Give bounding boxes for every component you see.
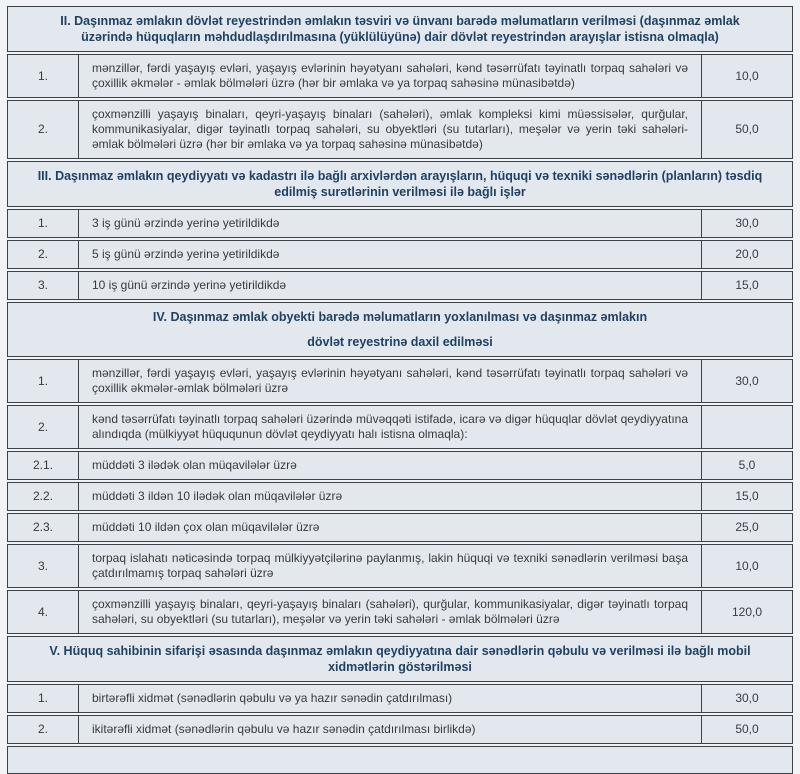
service-description-cell	[79, 591, 701, 633]
fee-value: 120,0	[731, 604, 763, 619]
table-row	[7, 405, 793, 449]
table-row	[7, 513, 793, 542]
service-description-cell	[79, 101, 701, 158]
row-number-cell	[8, 272, 79, 299]
section-title	[36, 643, 764, 675]
fee-value-cell	[701, 55, 792, 97]
fee-value-cell	[701, 360, 792, 402]
row-number: 2.3.	[32, 520, 53, 534]
service-description: 5 iş günü ərzində yerinə yetirildikdə	[92, 247, 280, 261]
service-description-cell	[79, 406, 701, 448]
service-description-cell	[79, 716, 701, 743]
table-row	[7, 451, 793, 480]
service-description: birtərəfli xidmət (sənədlərin qəbulu və ya hazır sənədin çatdırılması)	[92, 691, 453, 705]
row-number-cell	[8, 483, 79, 510]
row-number: 2.	[37, 122, 48, 136]
fee-value-cell	[701, 716, 792, 743]
fee-value-cell	[701, 685, 792, 712]
fee-value: 30,0	[735, 691, 759, 705]
table-row	[7, 684, 793, 713]
row-number-cell	[8, 452, 79, 479]
fee-value: 50,0	[735, 722, 759, 736]
row-number: 4.	[37, 604, 48, 619]
service-description-cell	[79, 210, 701, 237]
row-number-cell	[8, 545, 79, 587]
row-number: 2.	[37, 419, 48, 434]
fee-value-cell	[701, 591, 792, 633]
fee-value: 15,0	[735, 278, 759, 292]
row-number-cell	[8, 241, 79, 268]
section-header-row	[7, 6, 793, 52]
service-description: 10 iş günü ərzində yerinə yetirildikdə	[92, 278, 287, 292]
row-number: 2.	[37, 247, 48, 261]
service-description: müddəti 3 ildən 10 ilədək olan müqavilələr üzrə	[92, 489, 343, 503]
table-row	[7, 54, 793, 98]
section-title-text: III. Daşınmaz əmlakın qeydiyyatı və kadastrı ilə bağlı arxivlərdən arayışların, hüquqi və texniki sənədlərin (planların) təsdiq edilmiş surətlərinin verilməsi ilə bağlı işlər	[37, 169, 763, 199]
service-description: 3 iş günü ərzində yerinə yetirildikdə	[92, 216, 280, 230]
row-number-cell	[8, 406, 79, 448]
service-description: kənd təsərrüfatı təyinatlı torpaq sahələri üzərində müvəqqəti istifadə, icarə və digər hüquqlar dövlət qeydiyyatına alındıqda (mülkiyyət hüququnun dövlət qeydiyyatı halı istisna olmaqla):	[92, 412, 688, 441]
section-title	[36, 13, 764, 45]
row-number-cell	[8, 591, 79, 633]
service-description-cell	[79, 272, 701, 299]
row-number: 1.	[37, 373, 48, 388]
table-row	[7, 544, 793, 588]
service-description-cell	[79, 55, 701, 97]
table-row	[7, 209, 793, 238]
section-header-row	[7, 161, 793, 207]
row-number: 2.1.	[32, 458, 53, 472]
service-description: ikitərəfli xidmət (sənədlərin qəbulu və hazır sənədin çatdırılması birlikdə)	[92, 722, 476, 736]
fee-value-cell	[701, 210, 792, 237]
fee-value-cell	[701, 272, 792, 299]
fee-value-cell	[701, 545, 792, 587]
fee-value: 15,0	[735, 489, 759, 503]
section-header-row	[7, 302, 793, 357]
fee-value-cell	[701, 241, 792, 268]
service-description-cell	[79, 483, 701, 510]
row-number: 2.2.	[32, 489, 53, 503]
row-number: 1.	[37, 691, 48, 705]
section-title-text: II. Daşınmaz əmlakın dövlət reyestrindən əmlakın təsviri və ünvanı barədə məlumatların verilməsi (daşınmaz əmlak üzərində hüquqların məhdudlaşdırılmasına (yüklülüyünə) dair dövlət reyestrindən arayışlar istisna olmaqla)	[60, 14, 740, 44]
row-number-cell	[8, 101, 79, 158]
row-number-cell	[8, 210, 79, 237]
section-title	[36, 168, 764, 200]
fee-value: 30,0	[735, 373, 759, 388]
table-row	[7, 271, 793, 300]
service-description: torpaq islahatı nəticəsində torpaq mülkiyyətçilərinə paylanmış, lakin hüquqi və texniki sənədlərin verilməsi başa çatdırılmamış torpaq sahələri üzrə	[92, 551, 688, 580]
service-description: müddəti 3 ilədək olan müqavilələr üzrə	[92, 458, 297, 472]
fee-value-cell	[701, 483, 792, 510]
service-description: müddəti 10 ildən çox olan müqavilələr üzrə	[92, 520, 320, 534]
section-title-text: IV. Daşınmaz əmlak obyekti barədə məlumatların yoxlanılması və daşınmaz əmlakın	[152, 310, 648, 324]
row-number: 2.	[37, 722, 48, 736]
section-header-row	[7, 636, 793, 682]
service-description-cell	[79, 452, 701, 479]
table-row	[7, 590, 793, 634]
fee-value: 5,0	[738, 458, 756, 472]
service-description-cell	[79, 685, 701, 712]
fee-value: 20,0	[735, 247, 759, 261]
service-description-cell	[79, 545, 701, 587]
section-title-text: V. Hüquq sahibinin sifarişi əsasında daşınmaz əmlakın qeydiyyatına dair sənədlərin qəbulu və verilməsi ilə bağlı mobil xidmətlərin göstərilməsi	[49, 644, 751, 674]
fee-value: 10,0	[735, 558, 759, 573]
fee-value-cell	[701, 514, 792, 541]
row-number-cell	[8, 55, 79, 97]
fee-value: 50,0	[735, 122, 759, 136]
section-title-text-line2: dövlət reyestrinə daxil edilməsi	[307, 335, 493, 349]
row-number-cell	[8, 716, 79, 743]
service-description: mənzillər, fərdi yaşayış evləri, yaşayış evlərinin həyətyanı sahələri, kənd təsərrüfatı təyinatlı torpaq sahələri və çoxillik əkmələr-əmlak bölmələri üzrə	[92, 366, 688, 395]
service-description: çoxmənzilli yaşayış binaları, qeyri-yaşayış binaları (sahələri), əmlak kompleksi kimi müəssisələr, qurğular, kommunikasiyalar, digər təyinatlı torpaq sahələri, su obyektləri (su tutarları), meşələr və yerin təki sahələri-əmlak bölmələri üzrə (hər bir əmlaka və ya torpaq sahəsinə münasibətdə)	[92, 107, 688, 151]
row-number: 1.	[37, 216, 48, 230]
row-number: 1.	[37, 68, 48, 83]
row-number: 3.	[37, 558, 48, 573]
partial-next-row	[7, 746, 793, 774]
fee-value: 10,0	[735, 68, 759, 83]
fee-value: 30,0	[735, 216, 759, 230]
service-description-cell	[79, 241, 701, 268]
table-row	[7, 482, 793, 511]
row-number-cell	[8, 360, 79, 402]
row-number: 3.	[37, 278, 48, 292]
table-row	[7, 100, 793, 159]
service-description-cell	[79, 514, 701, 541]
fee-value-cell	[701, 101, 792, 158]
section-title	[36, 309, 764, 350]
fee-value-cell	[701, 406, 792, 448]
service-description: çoxmənzilli yaşayış binaları, qeyri-yaşayış binaları (sahələri), qurğular, kommunikasiyalar, digər təyinatlı torpaq sahələri, su obyektləri (su tutarları), meşələr və yerin təki sahələri - əmlak bölmələri üzrə	[92, 597, 688, 626]
table-row	[7, 359, 793, 403]
table-row	[7, 240, 793, 269]
service-description: mənzillər, fərdi yaşayış evləri, yaşayış evlərinin həyətyanı sahələri, kənd təsərrüfatı təyinatlı torpaq sahələri və çoxillik əkmələr - əmlak bölmələri üzrə (hər bir əmlaka və ya torpaq sahəsinə münasibətdə)	[92, 61, 688, 90]
table-row	[7, 715, 793, 744]
row-number-cell	[8, 685, 79, 712]
service-description-cell	[79, 360, 701, 402]
fee-value: 25,0	[735, 520, 759, 534]
fee-value-cell	[701, 452, 792, 479]
row-number-cell	[8, 514, 79, 541]
